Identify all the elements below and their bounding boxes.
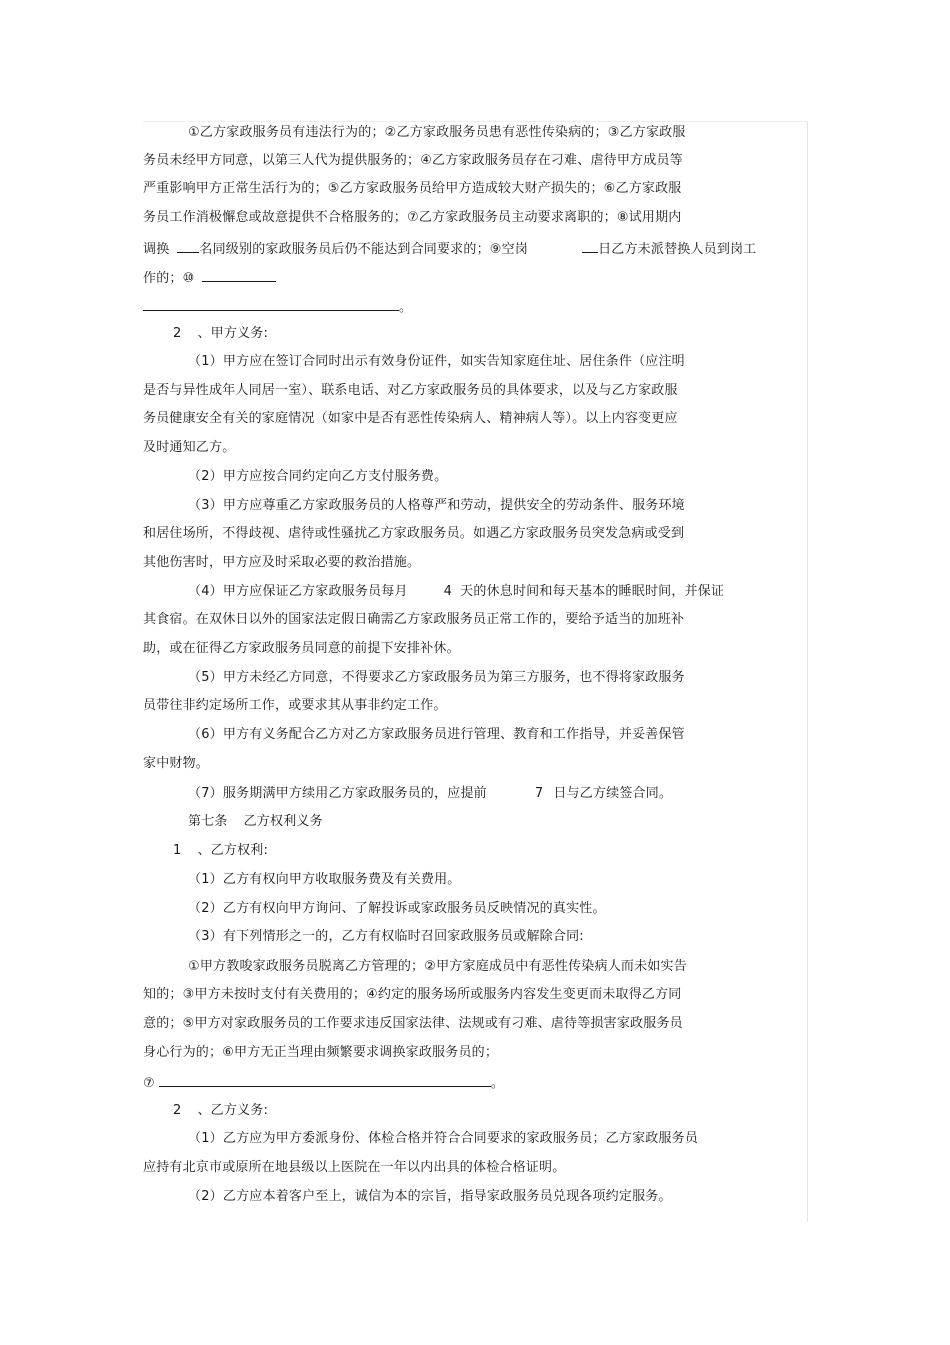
blank-underline (143, 296, 399, 311)
text-line: （1）甲方应在签订合同时出示有效身份证件，如实告知家庭住址、居住条件（应注明 (188, 354, 685, 369)
text-line: 严重影响甲方正常生活行为的；⑤乙方家政服务员给甲方造成较大财产损失的；⑥乙方家政服 (143, 181, 682, 196)
text-line: 身心行为的；⑥甲方无正当理由频繁要求调换家政服务员的； (143, 1045, 499, 1060)
text-line: 助，或在征得乙方家政服务员同意的前提下安排补休。 (143, 641, 460, 656)
text-line: （2）甲方应按合同约定向乙方支付服务费。 (188, 469, 448, 484)
text-line: 员带往非约定场所工作，或要求其从事非约定工作。 (143, 698, 447, 713)
text-line: 知的；③甲方未按时支付有关费用的；④约定的服务场所或服务内容发生变更而未取得乙方同 (143, 987, 682, 1002)
text-line: 其食宿。在双休日以外的国家法定假日确需乙方家政服务员正常工作的，要给予适当的加班补 (143, 612, 685, 627)
text-fragment: 名同级别的家政服务员后仍不能达到合同要求的；⑨空岗 (199, 242, 529, 257)
text-line: 和居住场所，不得歧视、虐待或性骚扰乙方家政服务员。如遇乙方家政服务员突发急病或受到 (143, 526, 685, 541)
section-heading (173, 842, 268, 860)
text-line: 应持有北京市或原所在地县级以上医院在一年以内出具的体检合格证明。 (143, 1160, 566, 1175)
article-title: 乙方权利义务 (243, 814, 323, 829)
text-line (143, 1072, 504, 1093)
text-line: （3）有下列情形之一的，乙方有权临时召回家政服务员或解除合同: (188, 929, 584, 944)
blank-underline (582, 238, 598, 253)
text-line: 其他伤害时，甲方应及时采取必要的救治措施。 (143, 555, 421, 570)
text-fragment: 7 (534, 786, 544, 801)
section-number: 2 (173, 1103, 182, 1118)
section-number: 1 (173, 843, 182, 858)
blank-underline (159, 1072, 491, 1087)
text-fragment: 天的休息时间和每天基本的睡眠时间，并保证 (460, 584, 725, 599)
text-line: 务员健康安全有关的家庭情况（如家中是否有恶性传染病人、精神病人等）。以上内容变更应 (143, 411, 678, 426)
blank-underline (177, 238, 199, 253)
section-title: 、甲方义务: (197, 326, 269, 341)
section-title: 、乙方义务: (197, 1103, 269, 1118)
text-fragment: 调换 (143, 242, 170, 257)
text-line: （5）甲方未经乙方同意，不得要求乙方家政服务员为第三方服务，也不得将家政服务 (188, 670, 685, 685)
text-line: （1）乙方应为甲方委派身份、体检合格并符合合同要求的家政服务员；乙方家政服务员 (188, 1131, 699, 1146)
text-line: ①乙方家政服务员有违法行为的；②乙方家政服务员患有恶性传染病的；③乙方家政服 (188, 125, 686, 140)
text-line: （2）乙方应本着客户至上，诚信为本的宗旨，指导家政服务员兑现各项约定服务。 (188, 1189, 672, 1204)
text-fragment: 。 (490, 1076, 505, 1091)
text-line: （1）乙方有权向甲方收取服务费及有关费用。 (188, 872, 461, 887)
article-number: 第七条 (188, 814, 228, 829)
section-heading (173, 1102, 268, 1120)
text-line: 家中财物。 (143, 756, 210, 771)
section-heading (173, 325, 268, 343)
text-line: 意的；⑤甲方对家政服务员的工作要求违反国家法律、法规或有刁难、虐待等损害家政服务员 (143, 1016, 683, 1031)
text-fragment: 日乙方未派替换人员到岗工 (598, 242, 757, 257)
section-number: 2 (173, 326, 182, 341)
text-line: 及时通知乙方。 (143, 440, 236, 455)
text-line: （6）甲方有义务配合乙方对乙方家政服务员进行管理、教育和工作指导，并妥善保管 (188, 727, 685, 742)
text-line: （2）乙方有权向甲方询问、了解投诉或家政服务员反映情况的真实性。 (188, 901, 606, 916)
text-line: （3）甲方应尊重乙方家政服务员的人格尊严和劳动，提供安全的劳动条件、服务环境 (188, 498, 685, 513)
text-line (143, 238, 756, 259)
text-fragment: 作的；⑩ (143, 271, 195, 286)
text-line (143, 267, 276, 288)
text-fragment: （7）服务期满甲方续用乙方家政服务员的，应提前 (188, 786, 487, 801)
text-fragment: 日与乙方续签合同。 (553, 786, 673, 801)
text-line: 务员未经甲方同意，以第三人代为提供服务的；④乙方家政服务员存在刁难、虐待甲方成员等 (143, 153, 683, 168)
text-fragment: 。 (399, 300, 413, 315)
text-line (188, 583, 724, 601)
text-line: ①甲方教唆家政服务员脱离乙方管理的；②甲方家庭成员中有恶性传染病人而未如实告 (188, 959, 687, 974)
text-fragment: ⑦ (143, 1076, 155, 1091)
blank-underline (202, 267, 276, 282)
text-line (188, 785, 672, 803)
section-title: 、乙方权利: (197, 843, 269, 858)
text-line (143, 296, 412, 317)
text-line: 是否与异性成年人同居一室）、联系电话、对乙方家政服务员的具体要求，以及与乙方家政服 (143, 383, 678, 398)
text-fragment: （4）甲方应保证乙方家政服务员每月 (188, 584, 408, 599)
text-fragment: 4 (443, 584, 453, 599)
text-line: 务员工作消极懈怠或故意提供不合格服务的；⑦乙方家政服务员主动要求离职的；⑧试用期内 (143, 210, 682, 225)
article-heading (188, 813, 323, 831)
